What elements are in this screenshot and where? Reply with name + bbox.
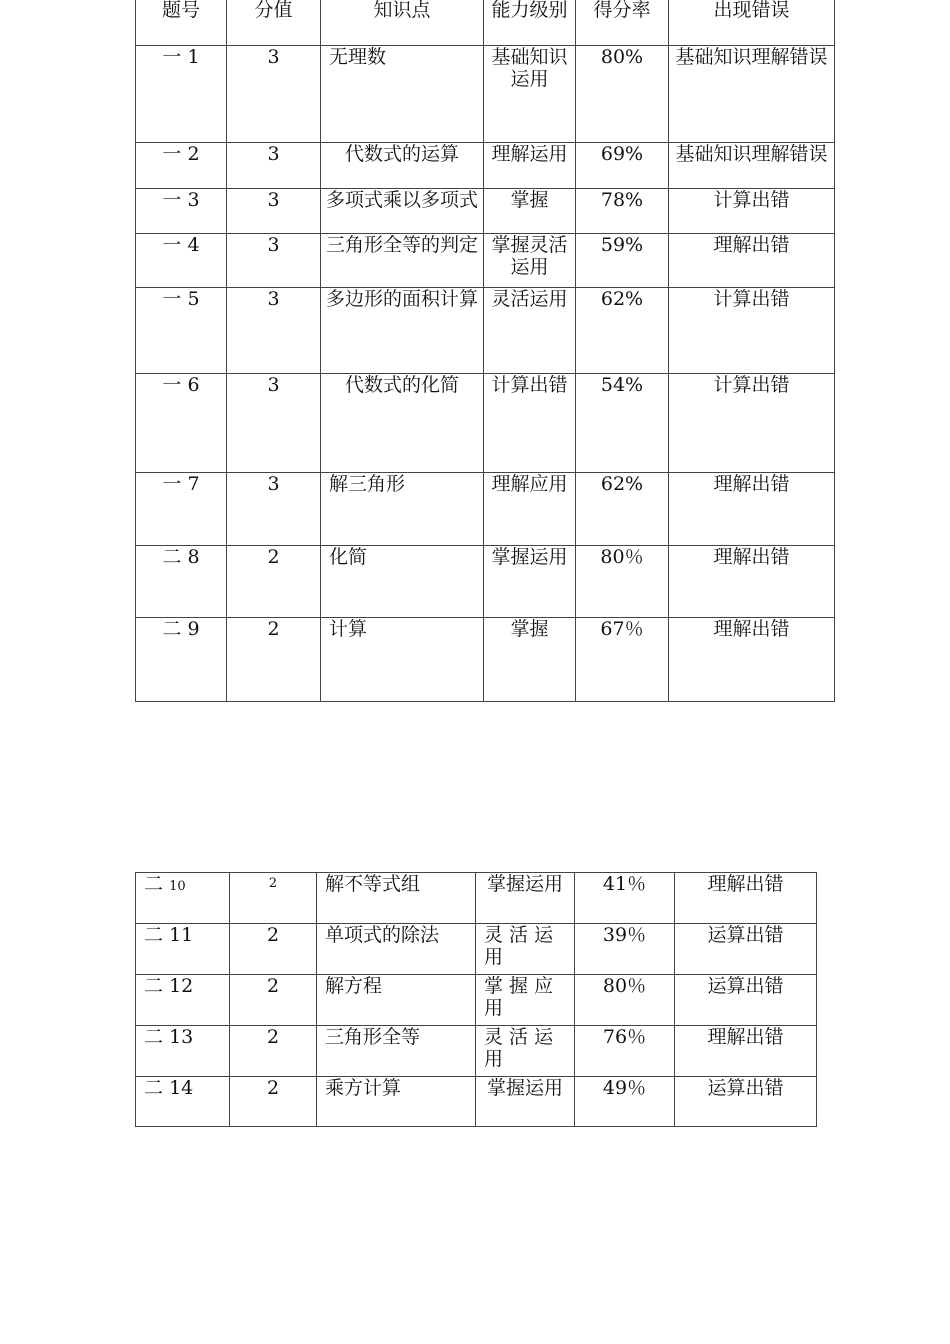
- ability-level: 掌握运用: [484, 546, 576, 618]
- header-ability-level: 能力级别: [484, 0, 576, 46]
- score-rate: 80％: [576, 546, 669, 618]
- table-row: [136, 473, 835, 546]
- ability-level: 灵 活 运用: [476, 924, 575, 975]
- score-value: 2: [230, 1026, 317, 1077]
- error-type: 理解出错: [669, 473, 835, 546]
- header-knowledge-point: 知识点: [321, 0, 484, 46]
- error-type: 理解出错: [669, 618, 835, 702]
- header-errors: 出现错误: [669, 0, 835, 46]
- table-row: [136, 46, 835, 143]
- question-number: 一 5: [136, 288, 227, 374]
- score-value: 3: [227, 288, 321, 374]
- score-value: 3: [227, 234, 321, 288]
- table-row: [136, 1026, 817, 1077]
- question-section: 二: [144, 1026, 164, 1048]
- error-type: 基础知识理解错误: [669, 46, 835, 143]
- error-type: 理解出错: [669, 546, 835, 618]
- question-section: 二: [144, 1077, 164, 1099]
- ability-level: 灵活运用: [484, 288, 576, 374]
- question-number: [136, 975, 230, 1026]
- score-value: 2: [227, 618, 321, 702]
- knowledge-point: 化简: [321, 546, 484, 618]
- knowledge-point: 解不等式组: [317, 873, 476, 924]
- knowledge-point: 三角形全等的判定: [321, 234, 484, 288]
- error-type: 运算出错: [675, 975, 817, 1026]
- ability-level: 计算出错: [484, 374, 576, 473]
- ability-level: 理解应用: [484, 473, 576, 546]
- score-rate: 62%: [576, 473, 669, 546]
- knowledge-point: 代数式的运算: [321, 143, 484, 189]
- score-value: 2: [230, 873, 317, 924]
- table-row: [136, 1077, 817, 1127]
- score-rate: 67％: [576, 618, 669, 702]
- question-number: [136, 924, 230, 975]
- table-row: [136, 288, 835, 374]
- score-value: 3: [227, 473, 321, 546]
- score-rate: 39％: [575, 924, 675, 975]
- question-index: 12: [169, 975, 194, 997]
- error-type: 理解出错: [669, 234, 835, 288]
- score-rate: 80%: [576, 46, 669, 143]
- score-value: 3: [227, 46, 321, 143]
- question-index: 11: [169, 924, 194, 946]
- score-rate: 69%: [576, 143, 669, 189]
- score-rate: 41％: [575, 873, 675, 924]
- score-value: 2: [230, 975, 317, 1026]
- ability-level: 理解运用: [484, 143, 576, 189]
- ability-level: 灵 活 运用: [476, 1026, 575, 1077]
- knowledge-point: 解三角形: [321, 473, 484, 546]
- score-value: 3: [227, 374, 321, 473]
- knowledge-point: 三角形全等: [317, 1026, 476, 1077]
- score-value: 2: [230, 924, 317, 975]
- error-type: 计算出错: [669, 288, 835, 374]
- header-score: 分值: [227, 0, 321, 46]
- ability-level: 掌 握 应用: [476, 975, 575, 1026]
- question-index: 14: [169, 1077, 194, 1099]
- question-number: 一 1: [136, 46, 227, 143]
- question-index: 10: [169, 879, 186, 894]
- table-row: [136, 546, 835, 618]
- error-type: 计算出错: [669, 189, 835, 234]
- knowledge-point: 计算: [321, 618, 484, 702]
- error-type: 理解出错: [675, 1026, 817, 1077]
- score-value: 2: [230, 1077, 317, 1127]
- ability-level: 掌握: [484, 618, 576, 702]
- table-row: [136, 975, 817, 1026]
- question-number: 二 8: [136, 546, 227, 618]
- table-row: [136, 618, 835, 702]
- question-number: 一 3: [136, 189, 227, 234]
- table-row: [136, 374, 835, 473]
- error-type: 计算出错: [669, 374, 835, 473]
- table-row: [136, 189, 835, 234]
- score-value: 3: [227, 189, 321, 234]
- knowledge-point: 多项式乘以多项式: [321, 189, 484, 234]
- error-type: 运算出错: [675, 1077, 817, 1127]
- table-row: [136, 234, 835, 288]
- score-rate: 49％: [575, 1077, 675, 1127]
- question-index: 13: [169, 1026, 194, 1048]
- score-rate: 59%: [576, 234, 669, 288]
- question-section: 二: [144, 975, 164, 997]
- score-rate: 78%: [576, 189, 669, 234]
- score-analysis-table-2: [135, 872, 817, 1127]
- question-number: 一 4: [136, 234, 227, 288]
- knowledge-point: 乘方计算: [317, 1077, 476, 1127]
- knowledge-point: 单项式的除法: [317, 924, 476, 975]
- question-section: 二: [144, 924, 164, 946]
- header-row: [136, 0, 835, 46]
- knowledge-point: 代数式的化简: [321, 374, 484, 473]
- question-number: [136, 1026, 230, 1077]
- table-row: [136, 873, 817, 924]
- ability-level: 掌握运用: [476, 1077, 575, 1127]
- question-number: 二 9: [136, 618, 227, 702]
- score-rate: 76％: [575, 1026, 675, 1077]
- header-question-number: 题号: [136, 0, 227, 46]
- table-row: [136, 924, 817, 975]
- score-value: 3: [227, 143, 321, 189]
- ability-level: 掌握运用: [476, 873, 575, 924]
- ability-level: 基础知识运用: [484, 46, 576, 143]
- table-row: [136, 143, 835, 189]
- error-type: 理解出错: [675, 873, 817, 924]
- question-section: 二: [144, 873, 164, 895]
- question-number: [136, 873, 230, 924]
- score-rate: 54%: [576, 374, 669, 473]
- score-rate: 80％: [575, 975, 675, 1026]
- knowledge-point: 解方程: [317, 975, 476, 1026]
- score-analysis-table-1: [135, 0, 835, 702]
- knowledge-point: 多边形的面积计算: [321, 288, 484, 374]
- question-number: [136, 1077, 230, 1127]
- score-value: 2: [227, 546, 321, 618]
- score-rate: 62%: [576, 288, 669, 374]
- error-type: 基础知识理解错误: [669, 143, 835, 189]
- question-number: 一 7: [136, 473, 227, 546]
- ability-level: 掌握灵活运用: [484, 234, 576, 288]
- question-number: 一 2: [136, 143, 227, 189]
- question-number: 一 6: [136, 374, 227, 473]
- header-score-rate: 得分率: [576, 0, 669, 46]
- ability-level: 掌握: [484, 189, 576, 234]
- knowledge-point: 无理数: [321, 46, 484, 143]
- error-type: 运算出错: [675, 924, 817, 975]
